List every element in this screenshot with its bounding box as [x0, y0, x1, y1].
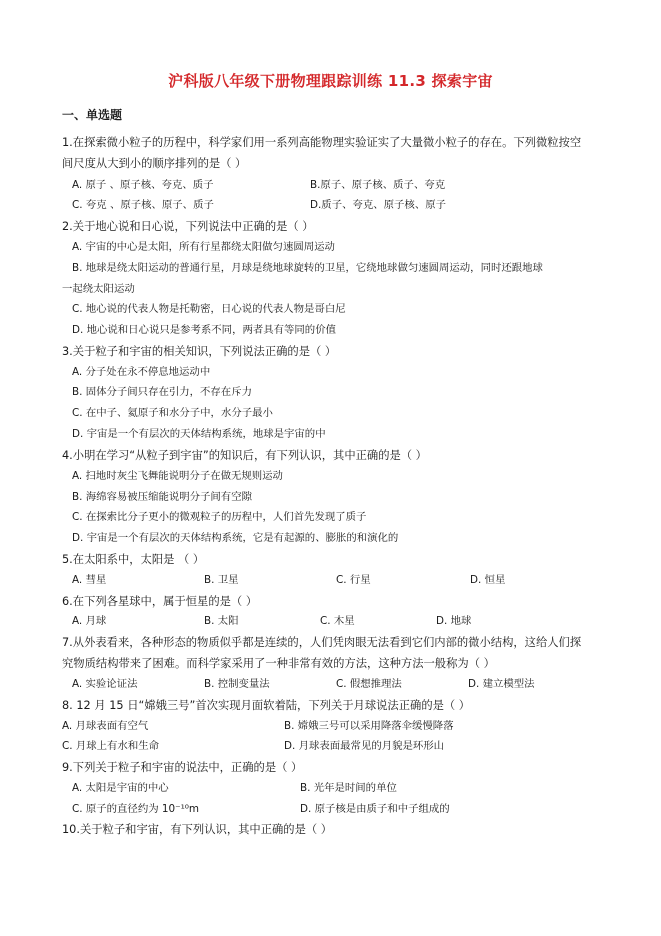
question-7-option-c[interactable]: C. 假想推理法: [336, 678, 402, 690]
question-2-option-d[interactable]: D. 地心说和日心说只是参考系不同，两者具有等同的价值: [72, 324, 336, 336]
question-2-option-a[interactable]: A. 宇宙的中心是太阳，所有行星都绕太阳做匀速圆周运动: [72, 241, 335, 253]
question-2-option-b-cont: 一起绕太阳运动: [62, 283, 135, 295]
question-7-option-b[interactable]: B. 控制变量法: [204, 678, 270, 690]
question-8-option-a[interactable]: A. 月球表面有空气: [62, 720, 149, 732]
question-4-stem: 4.小明在学习“从粒子到宇宙”的知识后，有下列认识，其中正确的是（ ）: [62, 449, 427, 462]
question-7-stem-line2: 究物质结构带来了困难。而科学家采用了一种非常有效的方法，这种方法一般称为（ ）: [62, 657, 495, 670]
question-3-stem: 3.关于粒子和宇宙的相关知识，下列说法正确的是（ ）: [62, 345, 337, 358]
question-6-option-c[interactable]: C. 木星: [320, 615, 355, 627]
question-9-option-c[interactable]: C. 原子的直径约为 10⁻¹⁰m: [72, 803, 200, 815]
question-4-option-c[interactable]: C. 在探索比分子更小的微观粒子的历程中，人们首先发现了质子: [72, 511, 367, 523]
question-4-option-b[interactable]: B. 海绵容易被压缩能说明分子间有空隙: [72, 491, 252, 503]
question-7-option-d[interactable]: D. 建立模型法: [468, 678, 535, 690]
question-5-option-d[interactable]: D. 恒星: [470, 574, 506, 586]
question-1-option-c[interactable]: C. 夸克 、原子核、原子、质子: [72, 199, 214, 211]
question-6-stem: 6.在下列各星球中，属于恒星的是（ ）: [62, 595, 258, 608]
question-8-option-d[interactable]: D. 月球表面最常见的月貌是环形山: [284, 740, 445, 752]
question-8-stem: 8. 12 月 15 日“嫦娥三号”首次实现月面软着陆，下列关于月球说法正确的是（ ）: [62, 699, 471, 712]
question-9-option-d[interactable]: D. 原子核是由质子和中子组成的: [300, 803, 450, 815]
document-title: 沪科版八年级下册物理跟踪训练 11.3 探索宇宙: [168, 72, 493, 90]
question-4-option-a[interactable]: A. 扫地时灰尘飞舞能说明分子在做无规则运动: [72, 470, 283, 482]
question-9-option-b[interactable]: B. 光年是时间的单位: [300, 782, 397, 794]
question-10-stem: 10.关于粒子和宇宙，有下列认识，其中正确的是（ ）: [62, 823, 333, 836]
question-7-option-a[interactable]: A. 实验论证法: [72, 678, 138, 690]
question-3-option-c[interactable]: C. 在中子、氦原子和水分子中，水分子最小: [72, 407, 273, 419]
question-1-stem-line1: 1.在探索微小粒子的历程中，科学家们用一系列高能物理实验证实了大量微小粒子的存在。下列微粒按空: [62, 136, 582, 149]
question-4-option-d[interactable]: D. 宇宙是一个有层次的天体结构系统，它是有起源的、膨胀的和演化的: [72, 532, 399, 544]
question-5-stem: 5.在太阳系中，太阳是 （ ）: [62, 553, 205, 566]
question-1-stem-line2: 间尺度从大到小的顺序排列的是（ ）: [62, 157, 247, 170]
question-9-option-a[interactable]: A. 太阳是宇宙的中心: [72, 782, 169, 794]
question-6-option-d[interactable]: D. 地球: [436, 615, 472, 627]
section-heading: 一、单选题: [62, 108, 123, 122]
question-8-option-b[interactable]: B. 嫦娥三号可以采用降落伞缓慢降落: [284, 720, 454, 732]
question-9-stem: 9.下列关于粒子和宇宙的说法中，正确的是（ ）: [62, 761, 303, 774]
question-3-option-d[interactable]: D. 宇宙是一个有层次的天体结构系统，地球是宇宙的中: [72, 428, 326, 440]
question-3-option-a[interactable]: A. 分子处在永不停息地运动中: [72, 366, 211, 378]
question-6-option-b[interactable]: B. 太阳: [204, 615, 239, 627]
question-7-stem-line1: 7.从外表看来，各种形态的物质似乎都是连续的，人们凭肉眼无法看到它们内部的微小结构，这给人们探: [62, 636, 582, 649]
question-1-option-b[interactable]: B.原子、原子核、质子、夸克: [310, 179, 446, 191]
question-6-option-a[interactable]: A. 月球: [72, 615, 107, 627]
question-1-option-d[interactable]: D.质子、夸克、原子核、原子: [310, 199, 446, 211]
question-8-option-c[interactable]: C. 月球上有水和生命: [62, 740, 159, 752]
question-5-option-a[interactable]: A. 彗星: [72, 574, 107, 586]
question-2-option-b[interactable]: B. 地球是绕太阳运动的普通行星，月球是绕地球旋转的卫星，它绕地球做匀速圆周运动，同时还跟地球: [72, 262, 543, 274]
question-5-option-b[interactable]: B. 卫星: [204, 574, 239, 586]
question-1-option-a[interactable]: A. 原子 、原子核、夸克、质子: [72, 179, 214, 191]
question-3-option-b[interactable]: B. 固体分子间只存在引力，不存在斥力: [72, 386, 252, 398]
question-2-stem: 2.关于地心说和日心说，下列说法中正确的是（ ）: [62, 220, 314, 233]
question-2-option-c[interactable]: C. 地心说的代表人物是托勒密，日心说的代表人物是哥白尼: [72, 303, 346, 315]
question-5-option-c[interactable]: C. 行星: [336, 574, 371, 586]
